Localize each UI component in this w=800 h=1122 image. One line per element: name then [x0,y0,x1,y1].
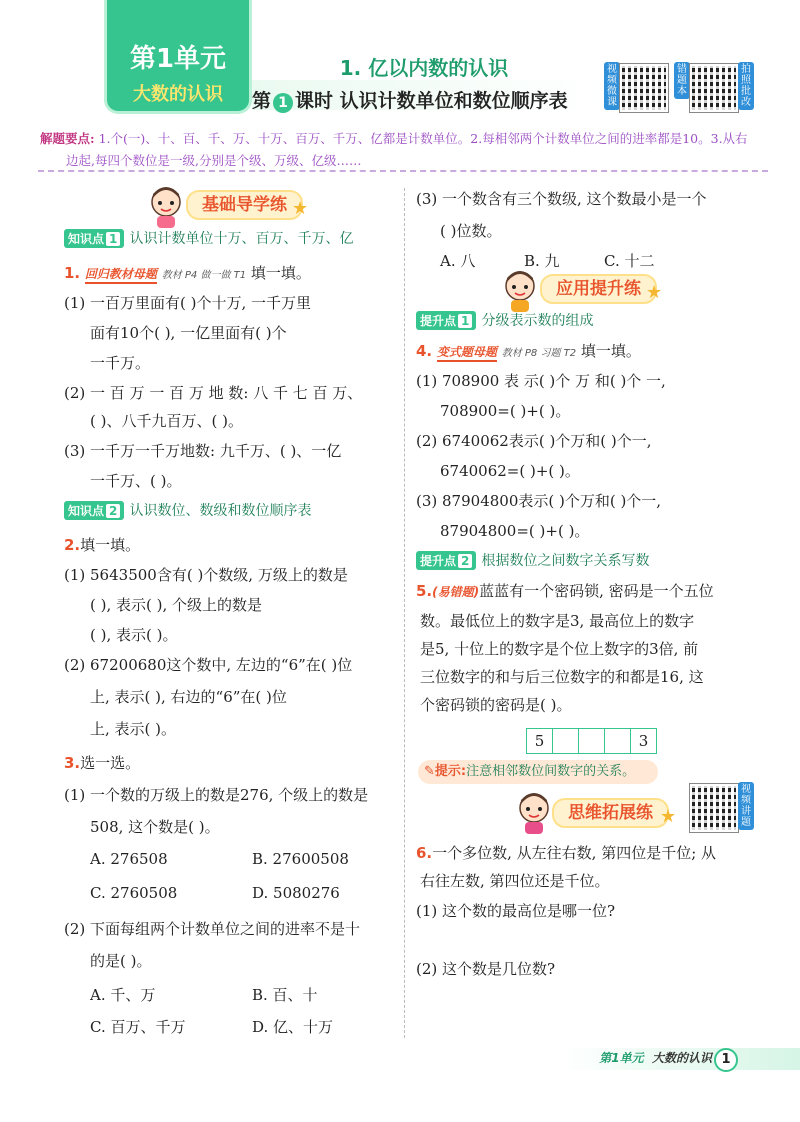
wrong-book-tag: 错题本 [674,62,690,99]
q2-line: (1) 5643500含有( )个数级, 万级上的数是 [64,566,348,584]
key-points-line1: 解题要点: 1.个(一)、十、百、千、万、十万、百万、千万、亿都是计数单位。2.每相邻两个计数单位之间的进率都是10。3.从右 [40,131,748,146]
password-grid [526,728,657,754]
question-4-title: 4. 变式题母题 教材 P8 习题 T2 填一填。 [416,342,641,360]
q3-line: 的是( )。 [90,952,152,970]
q3-option-d: D. 5080276 [252,884,340,902]
question-6-line1: 6.一个多位数, 从左往右数, 第四位是千位; 从 [416,844,717,862]
q4-line: (2) 6740062表示( )个万和( )个一, [416,432,652,450]
q3-option-a: A. 276508 [90,850,168,868]
q6-line: 右往左数, 第四位还是千位。 [420,872,610,890]
hint-box [418,760,658,784]
hint-label: 提示: [434,764,467,779]
q3-option-c: C. 2760508 [90,884,178,902]
star-icon: ★ [292,198,309,219]
q1-line: (1) 一百万里面有( )个十万, 一千万里 [64,294,312,312]
lesson-title [252,86,568,113]
q3-option-a2: A. 千、万 [90,986,156,1004]
q1-line: (2) 一 百 万 一 百 万 地 数: 八 千 七 百 万、 [64,384,363,402]
unit-title: 第1单元 [129,44,227,74]
password-cell[interactable] [579,729,605,754]
q2-line: 上, 表示( )。 [90,720,177,738]
banner-apply: 应用提升练 [540,274,657,304]
q3-line: 508, 这个数是( )。 [90,818,220,836]
photo-tag: 拍照批改 [738,62,754,110]
lesson-prefix: 第 [252,90,272,112]
q1-line: (3) 一千万一千万地数: 九千万、( )、一亿 [64,442,342,460]
q2-line: (2) 67200680这个数中, 左边的“6”在( )位 [64,656,353,674]
student-face-icon [148,186,184,230]
q2-line: 上, 表示( ), 右边的“6”在( )位 [90,688,287,706]
q6-line: (1) 这个数的最高位是哪一位? [416,902,616,920]
unit-subtitle: 大数的认识 [133,84,223,105]
key-points-label: 解题要点: [40,131,95,146]
unit-box [104,0,252,114]
qr-code-icon[interactable] [620,64,668,112]
star-icon: ★ [646,282,663,303]
q1-line: 面有10个( ), 一亿里面有( )个 [90,324,287,342]
footer-label: 第1单元 大数的认识 [599,1051,712,1065]
hint-text: 注意相邻数位间数字的关系。 [466,764,636,779]
hint-pencil-icon: ✎ [424,764,435,779]
question-1-title: 1. 回归教材母题 教材 P4 做一做 T1 填一填。 [64,264,311,282]
question-3-title: 3.选一选。 [64,754,141,772]
q3-3-option-b: B. 九 [524,252,560,270]
password-cell[interactable] [553,729,579,754]
q6-line: (2) 这个数是几位数? [416,960,556,978]
knowledge-point-2: 知识点 2 认识数位、数级和数位顺序表 [64,500,311,520]
student-face-icon [516,792,552,836]
improve-point-1: 提升点 1 分级表示数的组成 [416,310,593,330]
video-tag: 视频微课 [604,62,620,110]
column-divider [404,188,405,1038]
q3-line: (2) 下面每组两个计数单位之间的进率不是十 [64,920,361,938]
q2-line: ( ), 表示( ), 个级上的数是 [90,596,263,614]
q3-3-option-a: A. 八 [440,252,476,270]
q3-3-option-c: C. 十二 [604,252,655,270]
divider [38,170,768,172]
q1-line: ( )、八千九百万、( )。 [90,412,243,430]
password-cell[interactable] [605,729,631,754]
q5-line: 是5, 十位上的数字是个位上数字的3倍, 前 [420,640,699,658]
banner-think: 思维拓展练 [552,798,669,828]
lesson-number: 1 [273,93,293,113]
knowledge-point-1: 知识点 1 认识计数单位十万、百万、千万、亿 [64,228,353,248]
q4-line: (1) 708900 表 示( )个 万 和( )个 一, [416,372,666,390]
question-2-title: 2.填一填。 [64,536,141,554]
q2-line: ( ), 表示( )。 [90,626,178,644]
q4-line: 87904800=( )+( )。 [440,522,590,540]
password-cell[interactable]: 3 [631,729,657,754]
key-points-line2: 边起,每四个数位是一级,分别是个级、万级、亿级…… [66,153,362,168]
qr-code-icon[interactable] [690,784,738,832]
page-number: 1 [714,1048,738,1072]
q5-line: 个密码锁的密码是( )。 [420,696,572,714]
student-face-icon [502,270,538,314]
password-cell[interactable]: 5 [527,729,553,754]
q3-3-line: ( )位数。 [440,222,502,240]
key-points [40,128,770,172]
q3-3-line: (3) 一个数含有三个数级, 这个数最小是一个 [416,190,707,208]
lesson-text: 课时 认识计数单位和数位顺序表 [295,90,568,112]
q5-line: 数。最低位上的数字是3, 最高位上的数字 [420,612,695,630]
q5-line: 三位数字的和与后三位数字的和都是16, 这 [420,668,704,686]
q4-line: (3) 87904800表示( )个万和( )个一, [416,492,662,510]
q3-option-d2: D. 亿、十万 [252,1018,334,1036]
star-icon: ★ [660,806,677,827]
q3-line: (1) 一个数的万级上的数是276, 个级上的数是 [64,786,369,804]
question-5-line1: 5.(易错题)蓝蓝有一个密码锁, 密码是一个五位 [416,582,714,600]
qr-code-icon[interactable] [690,64,738,112]
q3-option-b2: B. 百、十 [252,986,318,1004]
video-explain-tag: 视频讲题 [738,782,754,830]
improve-point-2: 提升点 2 根据数位之间数字关系写数 [416,550,649,570]
q1-line: 一千万。 [90,354,151,372]
q3-option-c2: C. 百万、千万 [90,1018,186,1036]
q1-line: 一千万、( )。 [90,472,182,490]
section-title: 1. 亿以内数的认识 [339,56,509,80]
q3-option-b: B. 27600508 [252,850,349,868]
q4-line: 708900=( )+( )。 [440,402,571,420]
q4-line: 6740062=( )+( )。 [440,462,580,480]
banner-basic: 基础导学练 [186,190,303,220]
